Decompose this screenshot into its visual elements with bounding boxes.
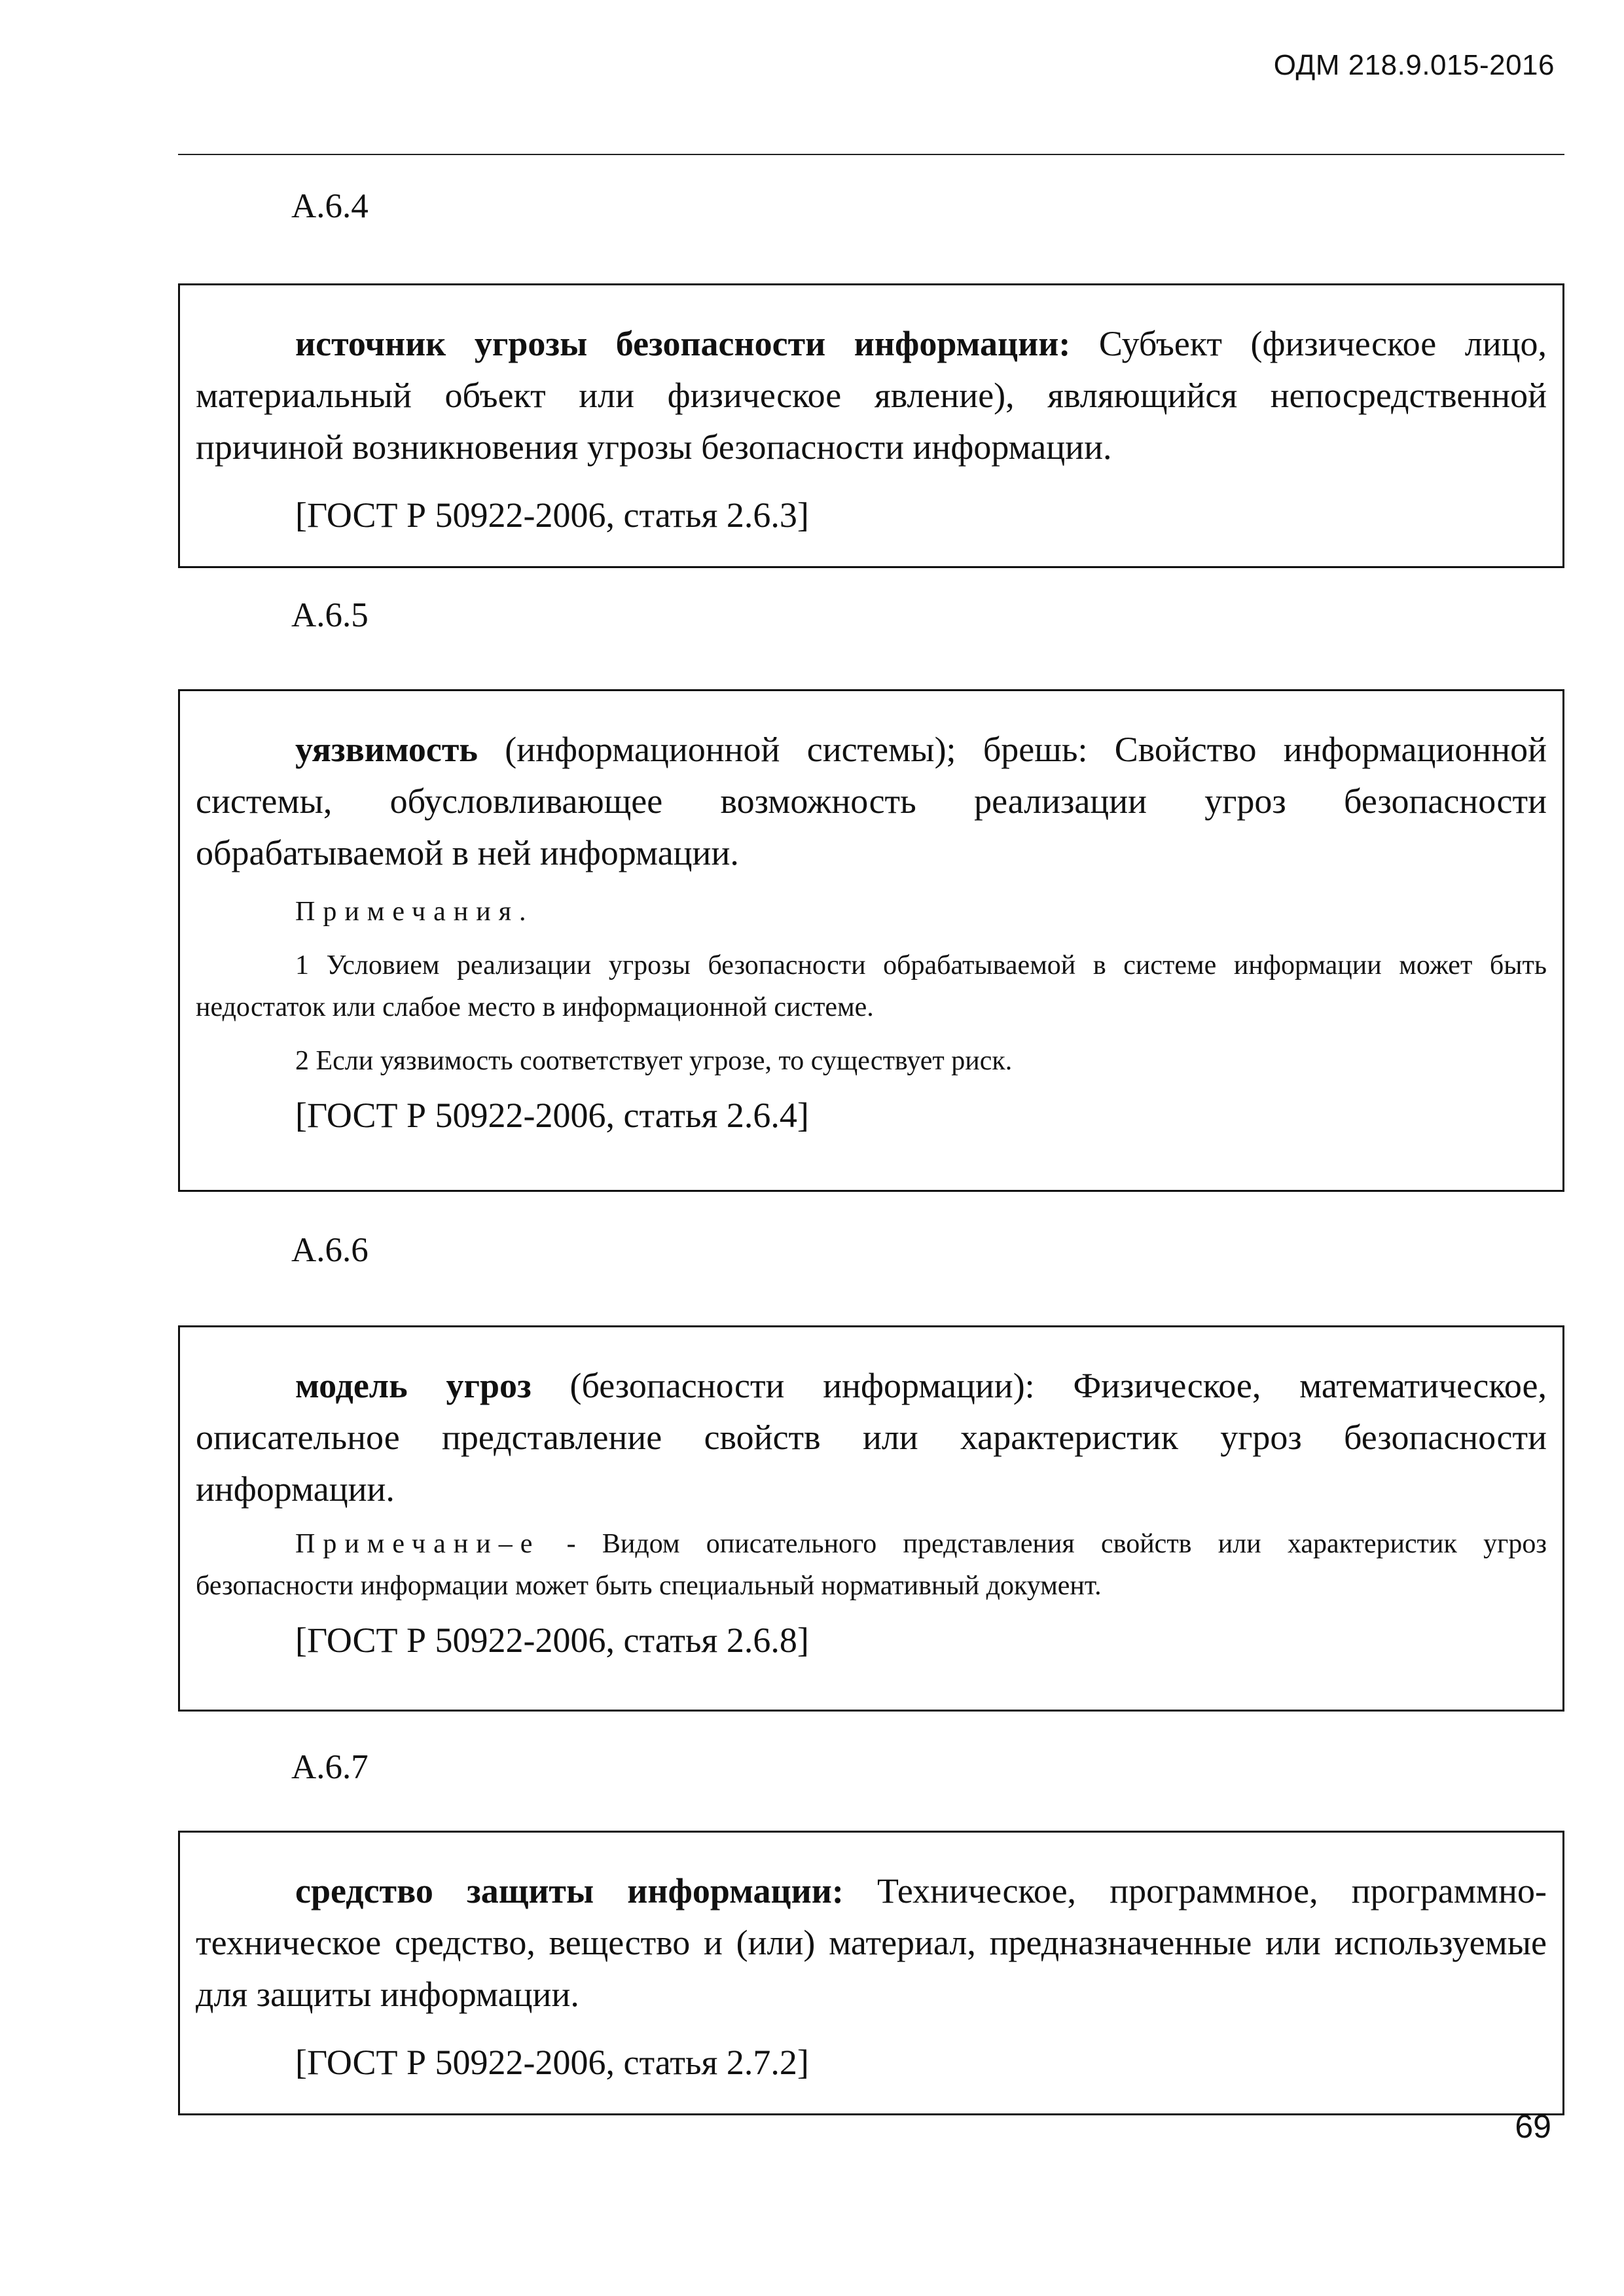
note-label: Примечани–е bbox=[295, 1529, 541, 1559]
term-title: средство защиты информации: bbox=[295, 1871, 844, 1910]
term-definition bbox=[196, 724, 1547, 879]
definition-text: Субъект (физическое лицо, материальный объект или физическое явление), являющийся непосредственной причиной возникновения угрозы безопасности информации. bbox=[196, 324, 1547, 467]
definition-text: Техническое, программное, программно-техническое средство, вещество и (или) материал, предназначенные или используемые для защиты информации. bbox=[196, 1871, 1547, 2014]
section-number: А.6.6 bbox=[291, 1231, 369, 1269]
section-number: А.6.4 bbox=[291, 187, 369, 225]
source-reference: [ГОСТ Р 50922-2006, статья 2.6.8] bbox=[295, 1621, 809, 1660]
section-number: А.6.5 bbox=[291, 596, 369, 634]
section-number: А.6.7 bbox=[291, 1748, 369, 1786]
notes-heading: Примечания. bbox=[295, 897, 534, 927]
term-title: источник угрозы безопасности информации: bbox=[295, 324, 1071, 363]
note-text: - Видом описательного представления свойств или характеристик угроз безопасности информации может быть специальный нормативный документ. bbox=[196, 1529, 1547, 1601]
source-reference: [ГОСТ Р 50922-2006, статья 2.6.3] bbox=[295, 495, 809, 535]
note-item: 2 Если уязвимость соответствует угрозе, то существует риск. bbox=[295, 1046, 1013, 1076]
source-reference: [ГОСТ Р 50922-2006, статья 2.7.2] bbox=[295, 2043, 809, 2082]
term-box bbox=[178, 283, 1564, 568]
term-box bbox=[178, 1831, 1564, 2115]
document-code: ОДМ 218.9.015-2016 bbox=[1273, 49, 1555, 81]
term-definition bbox=[196, 1865, 1547, 2020]
term-box bbox=[178, 1325, 1564, 1712]
term-definition bbox=[196, 1360, 1547, 1515]
source-reference: [ГОСТ Р 50922-2006, статья 2.6.4] bbox=[295, 1096, 809, 1135]
note-paragraph bbox=[196, 1523, 1547, 1607]
definition-text: (безопасности информации): Физическое, математическое, описательное представление свойств или характеристик угроз безопасности информации. bbox=[196, 1366, 1547, 1509]
note-item: 1 Условием реализации угрозы безопасности обрабатываемой в системе информации может быть недостаток или слабое место в информационной системе. bbox=[196, 950, 1547, 1022]
page-number: 69 bbox=[1515, 2108, 1551, 2145]
header-divider bbox=[178, 154, 1564, 155]
term-definition bbox=[196, 318, 1547, 473]
term-title: модель угроз bbox=[295, 1366, 532, 1405]
term-box bbox=[178, 689, 1564, 1192]
term-title: уязвимость bbox=[295, 730, 478, 769]
definition-text: (информационной системы); брешь: Свойство информационной системы, обусловливающее возможность реализации угроз безопасности обрабатываемой в ней информации. bbox=[196, 730, 1547, 872]
